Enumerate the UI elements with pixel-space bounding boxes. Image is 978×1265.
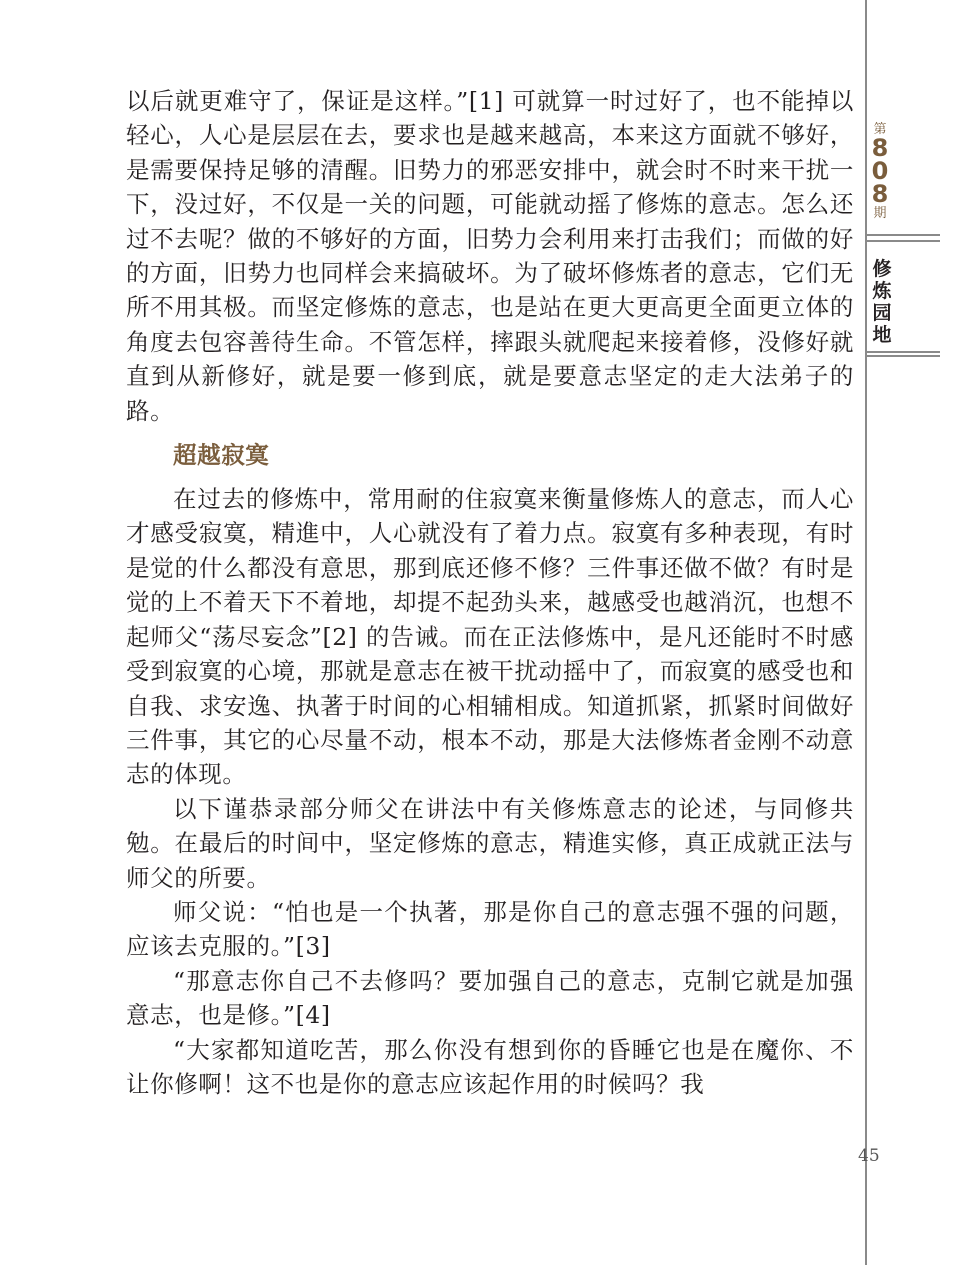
column-title xyxy=(869,258,895,346)
issue-digit: 8 xyxy=(871,180,889,208)
issue-prefix: 第 xyxy=(873,122,887,137)
margin-rule xyxy=(867,355,940,357)
issue-digit: 8 xyxy=(871,134,889,162)
column-title-char: 园 xyxy=(872,302,892,324)
column-title-char: 地 xyxy=(872,324,892,346)
article-body xyxy=(126,84,854,1101)
margin-rule xyxy=(867,240,940,242)
paragraph: “大家都知道吃苦，那么你没有想到你的昏睡它也是在魔你、不让你修啊！这不也是你的意志应该起作用的时候吗？我 xyxy=(126,1035,854,1098)
margin-rule xyxy=(865,0,867,1265)
paragraph: 以后就更难守了，保证是这样。”[1] 可就算一时过好了，也不能掉以轻心，人心是层层在去，要求也是越来越高，本来这方面就不够好，是需要保持足够的清醒。旧势力的邪恶安排中，就会时不时来干扰一下，没过好，不仅是一关的问题，可能就动摇了修炼的意志。怎么还过不去呢？做的不够好的方面，旧势力会利用来打击我们；而做的好的方面，旧势力也同样会来搞破坏。为了破坏修炼者的意志，它们无所不用其极。而坚定修炼的意志，也是站在更大更高更全面更立体的角度去包容善待生命。不管怎样，摔跟头就爬起来接着修，没修好就直到从新修好，就是要一修到底，就是要意志坚定的走大法弟子的路。 xyxy=(126,87,854,425)
paragraph: “那意志你自己不去修吗？要加强自己的意志，克制它就是加强意志，也是修。”[4] xyxy=(126,966,854,1030)
page-number: 45 xyxy=(858,1146,880,1166)
paragraph: 以下谨恭录部分师父在讲法中有关修炼意志的论述，与同修共勉。在最后的时间中，坚定修炼的意志，精進实修，真正成就正法与师父的所要。 xyxy=(126,794,854,892)
issue-label xyxy=(869,122,891,221)
paragraph: 在过去的修炼中，常用耐的住寂寞来衡量修炼人的意志，而人心才感受寂寞，精進中，人心就没有了着力点。寂寞有多种表现，有时是觉的什么都没有意思，那到底还修不修？三件事还做不做？有时是觉的上不着天下不着地，却提不起劲头来，越感受也越消沉，也想不起师父“荡尽妄念”[2] 的告诫。而在正法修炼中，是凡还能时不时感受到寂寞的心境，那就是意志在被干扰动摇中了，而寂寞的感受也和自我、求安逸、执著于时间的心相辅相成。知道抓紧，抓紧时间做好三件事，其它的心尽量不动，根本不动，那是大法修炼者金刚不动意志的体现。 xyxy=(126,485,854,789)
margin-rule xyxy=(867,234,940,236)
margin-rule xyxy=(867,351,940,353)
column-title-char: 炼 xyxy=(872,280,892,302)
column-title-char: 修 xyxy=(872,258,892,280)
paragraph: 师父说：“怕也是一个执著，那是你自己的意志强不强的问题，应该去克服的。”[3] xyxy=(126,897,854,961)
issue-digit: 0 xyxy=(871,157,889,185)
section-heading: 超越寂寞 xyxy=(173,441,270,470)
issue-suffix: 期 xyxy=(873,206,887,221)
